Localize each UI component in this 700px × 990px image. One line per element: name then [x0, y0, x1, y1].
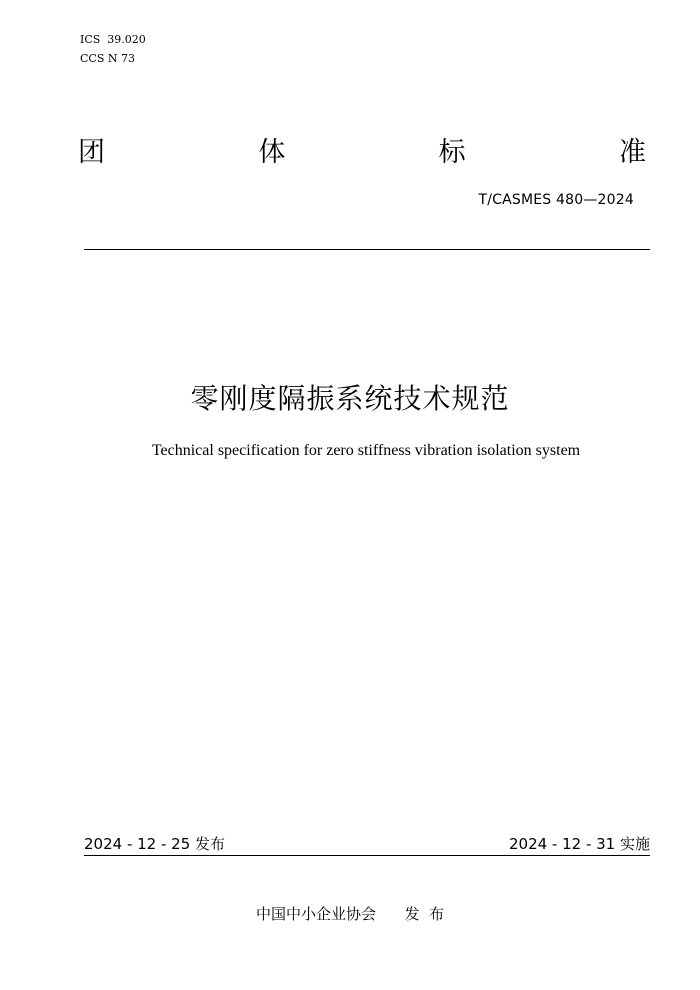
- publisher-name: 中国中小企业协会: [256, 905, 377, 923]
- document-type-heading: [78, 136, 646, 170]
- publisher-action: 发 布: [404, 905, 445, 923]
- bottom-divider: [84, 855, 650, 856]
- implementation-date: 2024 - 12 - 31 实施: [508, 835, 650, 853]
- ics-code: ICS 39.020: [80, 33, 146, 46]
- publisher-line: [256, 904, 444, 924]
- doc-type-char-3: 标: [438, 137, 466, 168]
- top-divider: [84, 249, 650, 250]
- standard-number: T/CASMES 480—2024: [478, 192, 634, 208]
- doc-type-char-1: 团: [78, 137, 105, 168]
- ccs-code: CCS N 73: [80, 52, 135, 65]
- doc-type-char-4: 准: [618, 137, 646, 168]
- chinese-title: 零刚度隔振系统技术规范: [190, 382, 510, 415]
- english-title: Technical specification for zero stiffness vibration isolation system: [151, 442, 581, 459]
- publish-date: 2024 - 12 - 25 发布: [84, 835, 226, 853]
- doc-type-char-2: 体: [258, 137, 286, 168]
